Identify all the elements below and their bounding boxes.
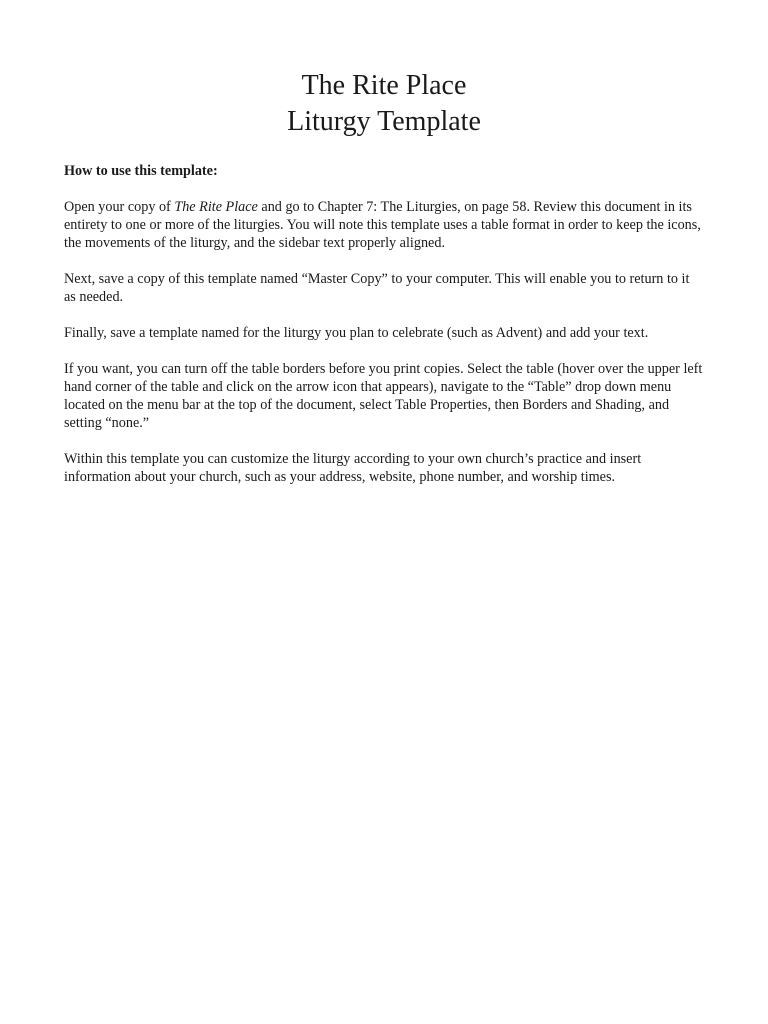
- instructions-heading: How to use this template:: [64, 163, 218, 179]
- document-title: [64, 68, 704, 140]
- paragraph-customize: Within this template you can customize the liturgy according to your own church’s practice and insert information about your church, such as your address, website, phone number, and worship times.: [64, 451, 642, 485]
- document-body: [64, 162, 704, 486]
- paragraph-open-copy-before: Open your copy of: [64, 199, 175, 215]
- title-line-1: The Rite Place: [301, 70, 467, 101]
- paragraph-open-copy: [64, 198, 704, 252]
- book-title: The Rite Place: [174, 199, 258, 215]
- paragraph-table-borders: If you want, you can turn off the table borders before you print copies. Select the table (hover over the upper left hand corner of the table and click on the arrow icon that appears), navigate to the “Table” drop down menu located on the menu bar at the top of the document, select Table Properties, then Borders and Shading, and setting “none.”: [64, 361, 703, 431]
- title-line-2: Liturgy Template: [287, 106, 481, 137]
- paragraph-liturgy-template: Finally, save a template named for the liturgy you plan to celebrate (such as Advent) and add your text.: [64, 325, 649, 341]
- paragraph-master-copy: Next, save a copy of this template named “Master Copy” to your computer. This will enable you to return to it as needed.: [64, 271, 690, 305]
- paragraph-open-copy-after: and go to Chapter 7: The Liturgies, on page 58. Review this document in its entirety to one or more of the liturgies. You will note this template uses a table format in order to keep the icons, the movements of the liturgy, and the sidebar text properly aligned.: [64, 199, 701, 251]
